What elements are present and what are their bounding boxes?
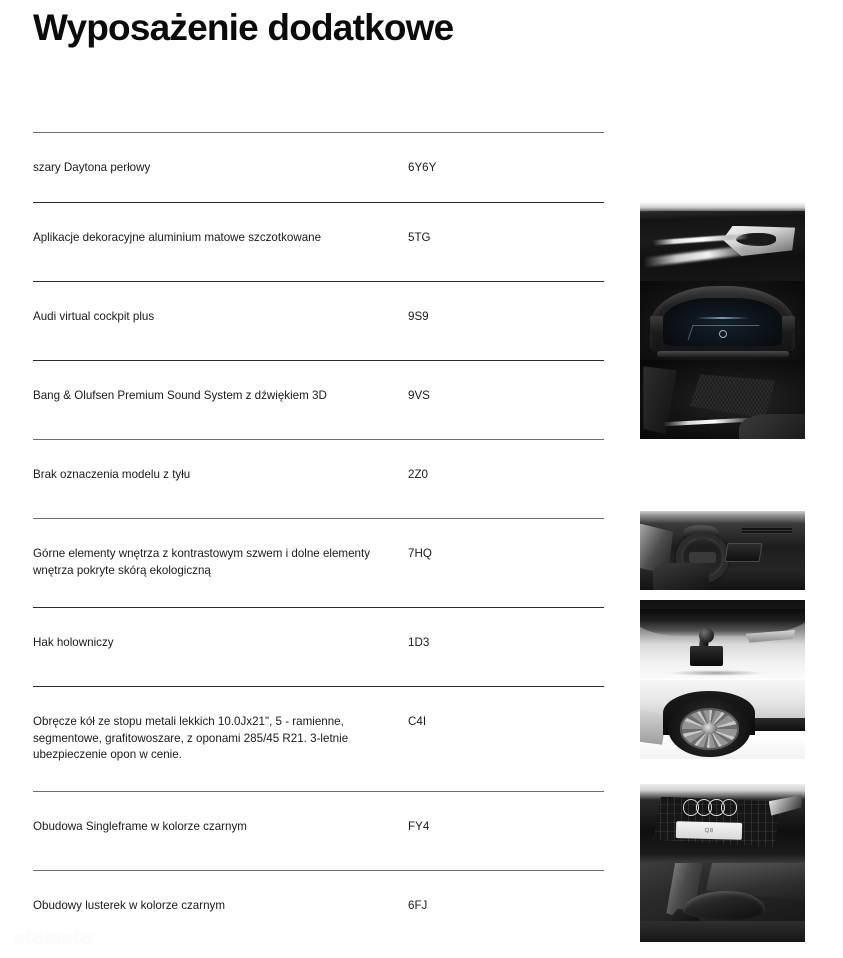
equipment-code: 2Z0 <box>408 468 428 481</box>
equipment-name: Hak holowniczy <box>33 636 114 649</box>
equipment-name: Aplikacje dekoracyjne aluminium matowe szczotkowane <box>33 231 322 244</box>
equipment-name: szary Daytona perłowy <box>33 161 151 174</box>
equipment-code: 5TG <box>408 231 431 244</box>
equipment-name: Górne elementy wnętrza z kontrastowym szwem i dolne elementy wnętrza pokryte skórą ekologiczną <box>33 547 370 577</box>
equipment-code: C4I <box>408 715 427 728</box>
equipment-code: 6FJ <box>408 899 428 912</box>
equipment-name: Obudowy lusterek w kolorze czarnym <box>33 899 226 912</box>
equipment-code: 9VS <box>408 389 430 402</box>
equipment-name: Audi virtual cockpit plus <box>33 310 155 323</box>
table-row <box>33 360 604 439</box>
photo-door-trim-aluminium <box>640 202 805 281</box>
watermark: otomoto <box>14 928 93 948</box>
table-row <box>33 791 604 870</box>
equipment-code: 9S9 <box>408 310 429 323</box>
photo-dashboard-interior <box>640 511 805 590</box>
equipment-code: 1D3 <box>408 636 430 649</box>
table-row <box>33 132 604 202</box>
equipment-name: Obudowa Singleframe w kolorze czarnym <box>33 820 247 833</box>
equipment-table <box>33 132 604 949</box>
table-row <box>33 518 604 607</box>
equipment-name: Brak oznaczenia modelu z tyłu <box>33 468 191 481</box>
equipment-code: FY4 <box>408 820 430 833</box>
equipment-name: Obręcze kół ze stopu metali lekkich 10.0Jx21", 5 - ramienne, segmentowe, grafitowoszare, z oponami 285/45 R21. 3-letnie ubezpieczenie opon w cenie. <box>33 715 349 761</box>
table-row <box>33 202 604 281</box>
equipment-code: 7HQ <box>408 547 432 560</box>
photo-speaker-grille-door <box>640 360 805 439</box>
photo-virtual-cockpit-display <box>640 281 805 360</box>
equipment-code: 6Y6Y <box>408 161 437 174</box>
equipment-name: Bang & Olufsen Premium Sound System z dźwiękiem 3D <box>33 389 327 402</box>
table-row <box>33 686 604 791</box>
table-row <box>33 607 604 686</box>
plate-text: Q8 <box>704 827 714 834</box>
photo-black-singleframe-grille <box>640 784 805 863</box>
photo-tow-hitch <box>640 600 805 679</box>
table-row <box>33 870 604 949</box>
photo-alloy-wheel <box>640 680 805 759</box>
page-title: Wyposażenie dodatkowe <box>33 7 454 48</box>
table-row <box>33 281 604 360</box>
table-row <box>33 439 604 518</box>
photo-black-mirror-cap <box>640 863 805 942</box>
